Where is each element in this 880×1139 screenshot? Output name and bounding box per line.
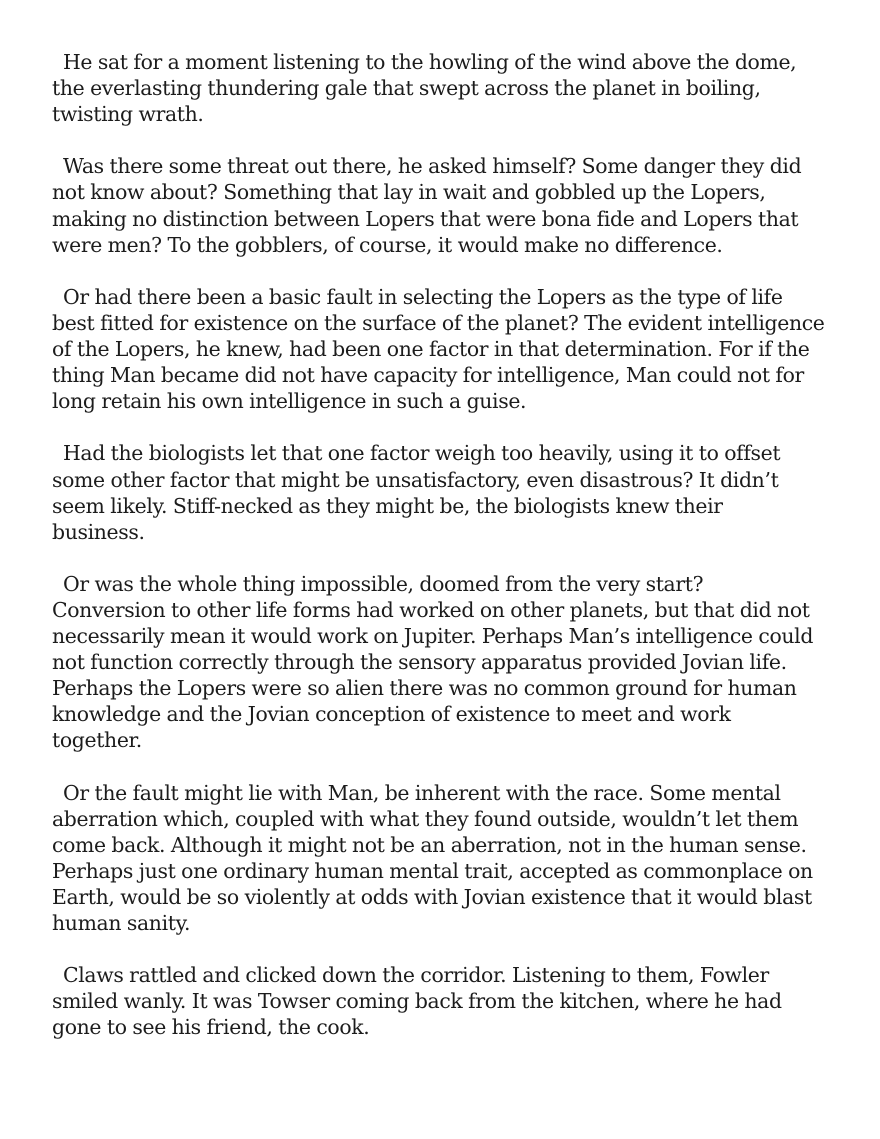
text-line: making no distinction between Lopers that were bona fide and Lopers that xyxy=(52,206,799,231)
text-line: long retain his own intelligence in such a guise. xyxy=(52,389,527,414)
paragraph-6 xyxy=(52,780,842,937)
text-line: some other factor that might be unsatisfactory, even disastrous? It didn’t xyxy=(52,467,779,492)
text-line: not function correctly through the sensory apparatus provided Jovian life. xyxy=(52,650,787,675)
text-line: human sanity. xyxy=(52,911,191,936)
document-page xyxy=(52,49,842,1067)
paragraph-7 xyxy=(52,962,842,1040)
paragraph-1 xyxy=(52,49,842,127)
text-line: Claws rattled and clicked down the corridor. Listening to them, Fowler xyxy=(63,963,769,988)
text-line: Or was the whole thing impossible, doomed from the very start? xyxy=(63,571,704,596)
text-line: best fitted for existence on the surface of the planet? The evident intelligence xyxy=(52,310,825,335)
text-line: aberration which, coupled with what they found outside, wouldn’t let them xyxy=(52,806,799,831)
text-line: Conversion to other life forms had worked on other planets, but that did not xyxy=(52,597,810,622)
text-line: business. xyxy=(52,519,145,544)
text-line: were men? To the gobblers, of course, it would make no difference. xyxy=(52,232,723,257)
text-line: gone to see his friend, the cook. xyxy=(52,1015,370,1040)
text-line: twisting wrath. xyxy=(52,102,204,127)
text-line: Or the fault might lie with Man, be inherent with the race. Some mental xyxy=(63,780,781,805)
text-line: the everlasting thundering gale that swept across the planet in boiling, xyxy=(52,76,761,101)
text-line: thing Man became did not have capacity for intelligence, Man could not for xyxy=(52,363,804,388)
paragraph-2 xyxy=(52,153,842,257)
text-line: Perhaps the Lopers were so alien there was no common ground for human xyxy=(52,676,797,701)
text-line: smiled wanly. It was Towser coming back from the kitchen, where he had xyxy=(52,989,782,1014)
text-line: not know about? Something that lay in wait and gobbled up the Lopers, xyxy=(52,180,766,205)
text-line: Was there some threat out there, he asked himself? Some danger they did xyxy=(63,154,802,179)
text-line: come back. Although it might not be an aberration, not in the human sense. xyxy=(52,832,807,857)
text-line: Earth, would be so violently at odds with Jovian existence that it would blast xyxy=(52,885,812,909)
text-line: Perhaps just one ordinary human mental trait, accepted as commonplace on xyxy=(52,858,813,883)
text-line: knowledge and the Jovian conception of existence to meet and work xyxy=(52,702,731,727)
text-line: of the Lopers, he knew, had been one factor in that determination. For if the xyxy=(52,337,810,362)
text-line: Or had there been a basic fault in selecting the Lopers as the type of life xyxy=(63,284,783,309)
paragraph-5 xyxy=(52,571,842,754)
text-line: together. xyxy=(52,728,142,753)
text-line: seem likely. Stiff-necked as they might be, the biologists knew their xyxy=(52,493,723,518)
paragraph-4 xyxy=(52,440,842,544)
paragraph-3 xyxy=(52,284,842,414)
text-line: He sat for a moment listening to the howling of the wind above the dome, xyxy=(63,50,797,74)
text-line: Had the biologists let that one factor weigh too heavily, using it to offset xyxy=(63,441,781,466)
text-line: necessarily mean it would work on Jupiter. Perhaps Man’s intelligence could xyxy=(52,624,814,649)
